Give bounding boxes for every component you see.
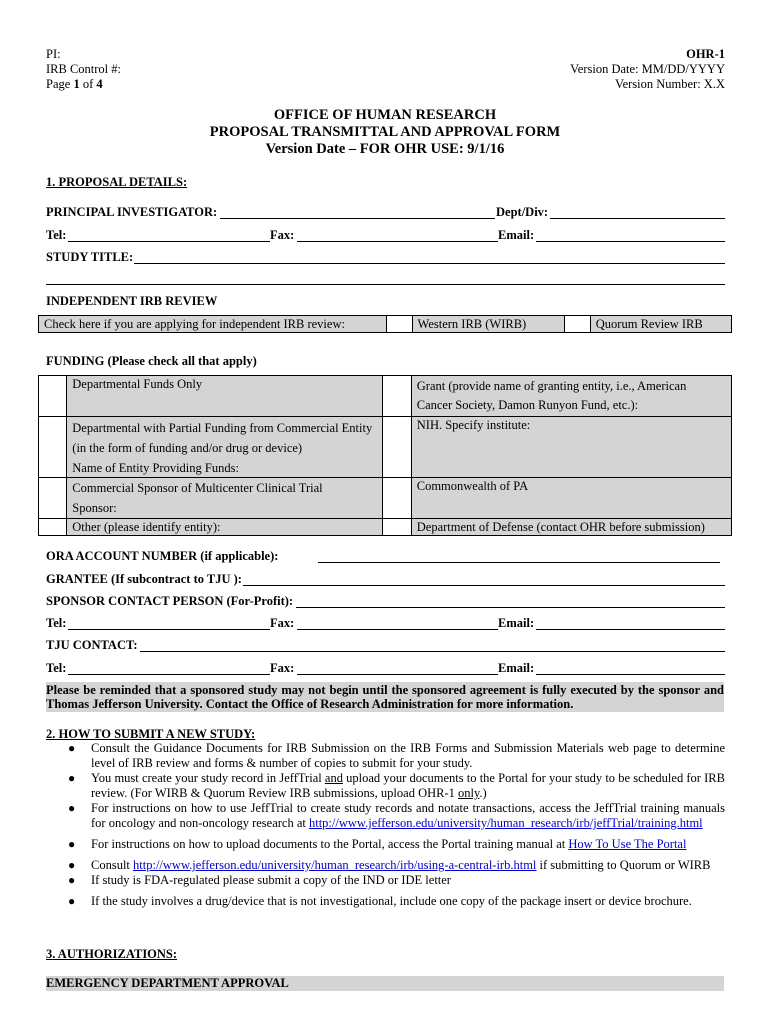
header-right bbox=[570, 47, 725, 92]
version-number: Version Number: X.X bbox=[614, 77, 725, 91]
section1-heading: 1. PROPOSAL DETAILS: bbox=[46, 175, 188, 189]
pi-input-line[interactable] bbox=[220, 218, 495, 219]
bullet-icon: ● bbox=[68, 873, 76, 887]
bullet-icon: ● bbox=[68, 771, 76, 785]
pi-field-label: PRINCIPAL INVESTIGATOR: bbox=[46, 205, 218, 219]
tju-contact-label: TJU CONTACT: bbox=[46, 638, 138, 652]
sponsor-tel-input-line[interactable] bbox=[68, 629, 270, 630]
commonwealth-checkbox[interactable] bbox=[383, 478, 411, 519]
form-id: OHR-1 bbox=[686, 47, 725, 61]
irb-heading: INDEPENDENT IRB REVIEW bbox=[46, 294, 218, 308]
fax-field-label: Fax: bbox=[270, 228, 295, 242]
commercial-checkbox[interactable] bbox=[39, 478, 67, 519]
dod-label: Department of Defense (contact OHR before submission) bbox=[411, 519, 731, 536]
tel-field-label: Tel: bbox=[46, 228, 67, 242]
section2-heading: 2. HOW TO SUBMIT A NEW STUDY: bbox=[46, 727, 256, 741]
irb-table bbox=[38, 315, 732, 333]
title-line-3: Version Date – FOR OHR USE: 9/1/16 bbox=[265, 141, 505, 157]
dept-only-label: Departmental Funds Only bbox=[67, 376, 383, 417]
instruction-training: ● For instructions on how to use JeffTrial to create study records and notate transactions, access the JeffTrial training manuals for oncology and non-oncology research at http://www.jefferson.edu/university/human_research/irb/jeffTrial/training.html bbox=[68, 801, 725, 830]
tju-tel-label: Tel: bbox=[46, 661, 67, 675]
header-left bbox=[46, 47, 121, 92]
bullet-icon: ● bbox=[68, 741, 76, 755]
central-irb-link[interactable]: http://www.jefferson.edu/university/human_research/irb/using-a-central-irb.html bbox=[133, 858, 537, 872]
tju-email-input-line[interactable] bbox=[536, 674, 725, 675]
sponsor-tel-label: Tel: bbox=[46, 616, 67, 630]
tju-fax-input-line[interactable] bbox=[297, 674, 498, 675]
jefftrial-training-link[interactable]: http://www.jefferson.edu/university/human_research/irb/jeffTrial/training.html bbox=[308, 816, 703, 830]
tel-input-line[interactable] bbox=[68, 241, 270, 242]
instruction-package-insert: ● If the study involves a drug/device that is not investigational, include one copy of the package insert or device brochure. bbox=[68, 894, 692, 908]
grantee-label: GRANTEE (If subcontract to TJU ): bbox=[46, 572, 242, 586]
grant-label: Grant (provide name of granting entity, i.e., American Cancer Society, Damon Runyon Fund, etc.): bbox=[411, 376, 731, 417]
section3-heading: 3. AUTHORIZATIONS: bbox=[46, 947, 178, 961]
title-line-2: PROPOSAL TRANSMITTAL AND APPROVAL FORM bbox=[209, 124, 561, 140]
page-indicator: Page 1 of 4 bbox=[46, 77, 103, 91]
funding-table bbox=[38, 375, 732, 536]
nih-label: NIH. Specify institute: bbox=[411, 417, 731, 478]
tju-fax-label: Fax: bbox=[270, 661, 295, 675]
bullet-icon: ● bbox=[68, 894, 76, 908]
dept-only-checkbox[interactable] bbox=[39, 376, 67, 417]
instruction-portal: ● For instructions on how to upload documents to the Portal, access the Portal training manual at How To Use The Portal bbox=[68, 837, 687, 851]
email-input-line[interactable] bbox=[536, 241, 725, 242]
ora-label: ORA ACCOUNT NUMBER (if applicable): bbox=[46, 549, 279, 563]
page-title bbox=[0, 107, 770, 158]
portal-manual-link[interactable]: How To Use The Portal bbox=[568, 837, 687, 851]
bullet-icon: ● bbox=[68, 837, 76, 851]
version-date: Version Date: MM/DD/YYYY bbox=[570, 62, 725, 76]
sponsor-fax-input-line[interactable] bbox=[297, 629, 498, 630]
study-title-input-line-2[interactable] bbox=[46, 284, 725, 285]
tju-contact-input-line[interactable] bbox=[140, 651, 725, 652]
sponsor-fax-label: Fax: bbox=[270, 616, 295, 630]
dept-field-label: Dept/Div: bbox=[496, 205, 549, 219]
title-line-1: OFFICE OF HUMAN RESEARCH bbox=[273, 107, 497, 123]
nih-checkbox[interactable] bbox=[383, 417, 411, 478]
irb-check-label: Check here if you are applying for independent IRB review: bbox=[39, 316, 387, 333]
wirb-checkbox[interactable] bbox=[564, 316, 590, 333]
sponsor-contact-label: SPONSOR CONTACT PERSON (For-Profit): bbox=[46, 594, 294, 608]
sponsor-email-label: Email: bbox=[498, 616, 535, 630]
grant-checkbox[interactable] bbox=[383, 376, 411, 417]
study-title-label: STUDY TITLE: bbox=[46, 250, 134, 264]
bullet-icon: ● bbox=[68, 858, 76, 872]
wirb-label: Western IRB (WIRB) bbox=[412, 316, 564, 333]
tju-tel-input-line[interactable] bbox=[68, 674, 270, 675]
irb-control-label: IRB Control #: bbox=[46, 62, 122, 76]
sponsor-contact-input-line[interactable] bbox=[296, 607, 725, 608]
emergency-approval-heading: EMERGENCY DEPARTMENT APPROVAL bbox=[46, 976, 724, 991]
commercial-label: Commercial Sponsor of Multicenter Clinical Trial Sponsor: bbox=[67, 478, 383, 519]
dod-checkbox[interactable] bbox=[383, 519, 411, 536]
reminder-notice: Please be reminded that a sponsored study may not begin until the sponsored agreement is fully executed by the sponsor and Thomas Jefferson University. Contact the Office of Research Administration for more information. bbox=[46, 683, 724, 711]
quorum-label: Quorum Review IRB bbox=[590, 316, 731, 333]
submission-instructions bbox=[46, 741, 725, 909]
instruction-jefftrial: ● You must create your study record in JeffTrial and upload your documents to the Portal for your study to be scheduled for IRB review. (For WIRB & Quorum Review IRB submissions, upload OHR-1 only.) bbox=[68, 771, 725, 800]
irb-checkbox[interactable] bbox=[386, 316, 412, 333]
dept-input-line[interactable] bbox=[550, 218, 725, 219]
grantee-input-line[interactable] bbox=[243, 585, 725, 586]
other-label: Other (please identify entity): bbox=[67, 519, 383, 536]
fax-input-line[interactable] bbox=[297, 241, 498, 242]
instruction-fda: ● If study is FDA-regulated please submit a copy of the IND or IDE letter bbox=[68, 873, 451, 887]
pi-label: PI: bbox=[46, 47, 61, 61]
sponsor-email-input-line[interactable] bbox=[536, 629, 725, 630]
funding-heading: FUNDING (Please check all that apply) bbox=[46, 354, 257, 368]
study-title-input-line[interactable] bbox=[134, 263, 725, 264]
other-checkbox[interactable] bbox=[39, 519, 67, 536]
email-field-label: Email: bbox=[498, 228, 535, 242]
ora-input-line[interactable] bbox=[318, 562, 720, 563]
instruction-central-irb: ● Consult http://www.jefferson.edu/university/human_research/irb/using-a-central-irb.html if submitting to Quorum or WIRB bbox=[68, 858, 711, 872]
instruction-guidance: ● Consult the Guidance Documents for IRB Submission on the IRB Forms and Submission Materials web page to determine level of IRB review and forms & number of copies to submit for your study. bbox=[68, 741, 725, 770]
partial-funding-label: Departmental with Partial Funding from Commercial Entity (in the form of funding and/or drug or device) Name of Entity Providing Funds: bbox=[67, 417, 383, 478]
commonwealth-label: Commonwealth of PA bbox=[411, 478, 731, 519]
bullet-icon: ● bbox=[68, 801, 76, 815]
partial-funding-checkbox[interactable] bbox=[39, 417, 67, 478]
tju-email-label: Email: bbox=[498, 661, 535, 675]
